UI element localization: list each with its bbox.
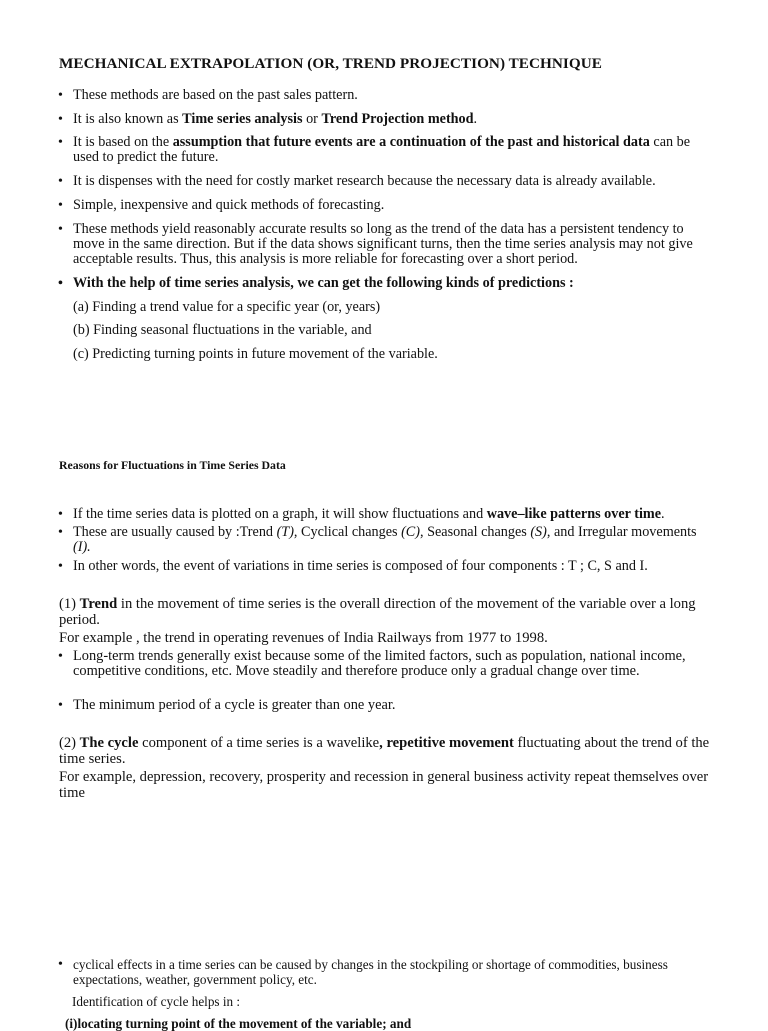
para-text: component of a time series is a wavelike <box>138 735 380 751</box>
bullet-text: These are usually caused by :Trend <box>73 524 277 540</box>
section-heading: Reasons for Fluctuations in Time Series Data <box>59 458 286 472</box>
bullet-text: In other words, the event of variations in time series is composed of four components : T ; C, S and I. <box>73 558 648 574</box>
para-text: in the movement of time series is the overall direction of the movement of the variable over a long period. <box>59 596 696 628</box>
paragraph: Identification of cycle helps in : <box>72 994 241 1009</box>
bullet-text: If the time series data is plotted on a graph, it will show fluctuations and <box>73 506 487 522</box>
bold-text: , repetitive movement <box>379 735 514 751</box>
italic-text: (C) <box>401 524 420 540</box>
list-item <box>73 135 713 165</box>
list-item <box>73 559 713 574</box>
para-text: (1) <box>59 596 80 612</box>
bold-text: assumption that future events are a continuation of the past and historical data <box>172 134 650 150</box>
bullet-text: . <box>661 506 665 522</box>
list-item <box>73 112 713 127</box>
list-item <box>73 88 713 103</box>
bullet-text: It is dispenses with the need for costly market research because the necessary data is already available. <box>73 173 656 189</box>
bold-text: wave–like patterns over time <box>486 506 662 522</box>
paragraph <box>59 596 711 628</box>
bullet-text: With the help of time series analysis, we can get the following kinds of predictions : <box>73 275 574 291</box>
bullet-text: Simple, inexpensive and quick methods of forecasting. <box>73 197 385 213</box>
list-item <box>73 222 713 267</box>
list-item <box>73 649 713 679</box>
para-text: (2) <box>59 735 80 751</box>
list-item <box>73 174 713 189</box>
bold-text: Trend Projection method <box>321 111 474 127</box>
paragraph: For example , the trend in operating revenues of India Railways from 1977 to 1998. <box>59 630 548 646</box>
bold-text: Time series analysis <box>182 111 303 127</box>
list-item <box>73 698 713 713</box>
sub-item-a: (a) Finding a trend value for a specific year (or, years) <box>73 299 381 315</box>
list-item <box>73 507 713 522</box>
bullet-text: The minimum period of a cycle is greater than one year. <box>73 697 396 713</box>
bullet-text: , Cyclical changes <box>293 524 402 540</box>
list-item <box>73 198 713 213</box>
list-item <box>73 525 713 555</box>
page-title: MECHANICAL EXTRAPOLATION (OR, TREND PROJECTION) TECHNIQUE <box>59 55 602 72</box>
bullet-text: can be used to predict the future. <box>73 134 691 165</box>
bullet-text: , Seasonal changes <box>420 524 531 540</box>
paragraph: For example, depression, recovery, prosperity and recession in general business activity repeat themselves over time <box>59 769 709 801</box>
bold-text: The cycle <box>79 735 139 751</box>
bullet-text: , and Irregular movements <box>546 524 697 540</box>
paragraph: (i)locating turning point of the movement of the variable; and <box>65 1016 412 1031</box>
bullet-text: These methods are based on the past sales pattern. <box>73 87 358 103</box>
paragraph <box>59 735 711 767</box>
para-text: fluctuating about the trend of the time series. <box>59 735 710 767</box>
bullet-text: . <box>473 111 478 127</box>
italic-text: (S) <box>530 524 547 540</box>
bullet-text: cyclical effects in a time series can be caused by changes in the stockpiling or shortage of commodities, business expectations, weather, government policy, etc. <box>73 957 668 987</box>
bullet-text: or <box>302 111 322 127</box>
sub-item-c: (c) Predicting turning points in future movement of the variable. <box>73 346 438 362</box>
list-item <box>73 957 713 987</box>
italic-text: (T) <box>276 524 294 540</box>
bullet-text: Long-term trends generally exist because some of the limited factors, such as population, national income, competitive conditions, etc. Move steadily and therefore produce only a gradual change over time. <box>73 648 686 679</box>
bullet-text: It is also known as <box>73 111 183 127</box>
bullet-text: It is based on the <box>73 134 173 150</box>
bold-text: Trend <box>79 596 118 612</box>
list-item <box>73 276 713 291</box>
italic-text: (I). <box>73 539 91 555</box>
sub-item-b: (b) Finding seasonal fluctuations in the variable, and <box>73 322 372 338</box>
bullet-text: These methods yield reasonably accurate results so long as the trend of the data has a persistent tendency to move in the same direction. But if the data shows significant turns, then the time series analysis may not give acceptable results. Thus, this analysis is more reliable for forecasting over a short period. <box>73 221 693 267</box>
